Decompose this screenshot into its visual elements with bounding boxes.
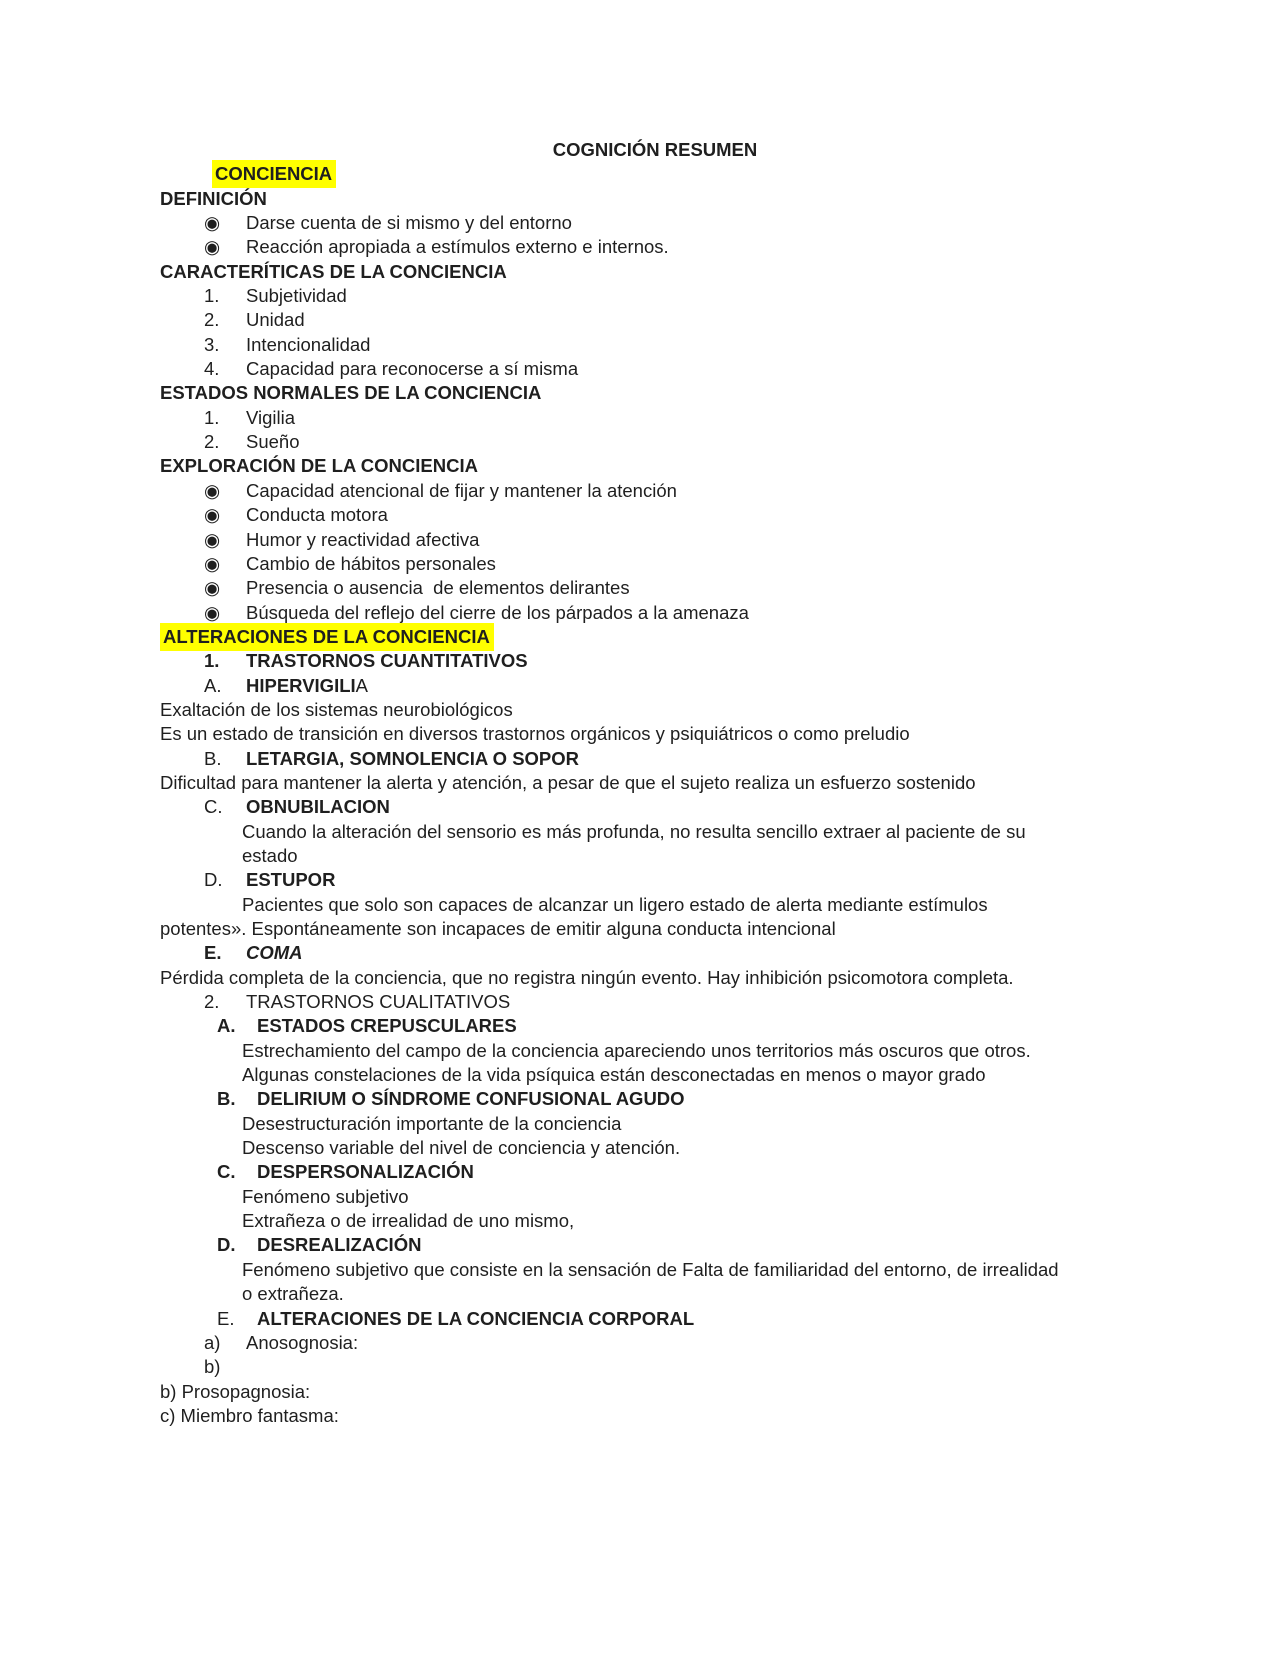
line-text	[553, 139, 758, 160]
document-line	[160, 1209, 1150, 1233]
list-marker: B.	[217, 1088, 236, 1110]
line-text	[160, 747, 1150, 771]
text-run: Anosognosia:	[246, 1331, 359, 1353]
text-run: Descenso variable del nivel de conciencia y atención.	[242, 1137, 681, 1159]
line-text	[160, 1405, 339, 1426]
line-text	[160, 261, 507, 282]
document-line	[160, 820, 1150, 844]
text-run: Pérdida completa de la conciencia, que no registra ningún evento. Hay inhibición psicomotora completa.	[160, 966, 1014, 988]
text-run: DESREALIZACIÓN	[257, 1234, 422, 1256]
text-run: Cambio de hábitos personales	[246, 552, 496, 574]
list-marker: D.	[204, 869, 223, 891]
text-run: Pacientes que solo son capaces de alcanzar un ligero estado de alerta mediante estímulos	[242, 893, 988, 915]
list-marker: 4.	[204, 358, 220, 380]
text-run: DEFINICIÓN	[160, 187, 267, 209]
document-line	[160, 1039, 1150, 1063]
text-run: Búsqueda del reflejo del cierre de los párpados a la amenaza	[246, 601, 749, 623]
text-run: DELIRIUM O SÍNDROME CONFUSIONAL AGUDO	[257, 1088, 685, 1110]
document-line	[160, 430, 1150, 454]
list-marker: C.	[217, 1161, 236, 1183]
line-text	[160, 1136, 1150, 1160]
highlighted-text-run: CONCIENCIA	[212, 160, 336, 188]
document-line	[160, 381, 1150, 405]
line-text	[160, 188, 267, 209]
document-line	[160, 1233, 1150, 1257]
document-line	[160, 503, 1150, 527]
line-text	[160, 820, 1150, 844]
line-text	[160, 844, 1150, 868]
document-line	[160, 722, 1150, 746]
document-line	[160, 576, 1150, 600]
list-marker: b)	[204, 1356, 221, 1378]
line-text	[160, 1258, 1150, 1282]
text-run: Dificultad para mantener la alerta y atención, a pesar de que el sujeto realiza un esfuerzo sostenido	[160, 771, 976, 793]
line-text	[160, 1331, 1150, 1355]
bullet-icon: ◉	[204, 601, 221, 623]
text-run: DESPERSONALIZACIÓN	[257, 1161, 474, 1183]
document-line	[160, 649, 1150, 673]
document-line	[160, 406, 1150, 430]
line-text	[160, 967, 1014, 988]
list-marker: 1.	[204, 285, 220, 307]
document-line	[160, 771, 1150, 795]
line-text	[160, 1307, 1150, 1331]
line-text	[160, 284, 1150, 308]
line-text	[160, 699, 513, 720]
line-text	[160, 576, 1150, 600]
text-run: Estrechamiento del campo de la conciencia apareciendo unos territorios más oscuros que otros.	[242, 1039, 1031, 1061]
line-text	[160, 601, 1150, 625]
line-text	[160, 1233, 1150, 1257]
text-run: COMA	[246, 942, 303, 964]
document-line	[160, 1136, 1150, 1160]
line-text	[160, 162, 1150, 186]
line-text	[160, 357, 1150, 381]
line-text	[160, 941, 1150, 965]
line-text	[160, 1087, 1150, 1111]
document-line	[160, 1355, 1150, 1379]
text-run: Subjetividad	[246, 285, 347, 307]
text-run: Fenómeno subjetivo que consiste en la sensación de Falta de familiaridad del entorno, de irrealidad	[242, 1258, 1059, 1280]
text-run: A	[355, 674, 368, 696]
line-text	[160, 990, 1150, 1014]
document-line	[160, 966, 1150, 990]
list-marker: A.	[217, 1015, 236, 1037]
line-text	[160, 649, 1150, 673]
text-run: Presencia o ausencia de elementos delirantes	[246, 577, 630, 599]
bullet-icon: ◉	[204, 212, 221, 234]
text-run: c) Miembro fantasma:	[160, 1404, 339, 1426]
document-line	[160, 1087, 1150, 1111]
document-line	[160, 1331, 1150, 1355]
text-run: b) Prosopagnosia:	[160, 1380, 311, 1402]
bullet-icon: ◉	[204, 577, 221, 599]
line-text	[160, 1185, 1150, 1209]
list-marker: 3.	[204, 333, 220, 355]
line-text	[160, 1014, 1150, 1038]
line-text	[160, 795, 1150, 819]
bullet-icon: ◉	[204, 528, 221, 550]
document-line	[160, 1380, 1150, 1404]
text-run: Unidad	[246, 309, 305, 331]
list-marker: 1.	[204, 650, 220, 672]
line-text	[160, 868, 1150, 892]
text-run: Intencionalidad	[246, 333, 371, 355]
text-run: Capacidad para reconocerse a sí misma	[246, 358, 579, 380]
line-text	[160, 430, 1150, 454]
document-line	[160, 1282, 1150, 1306]
line-text	[160, 623, 494, 651]
document-line	[160, 162, 1150, 186]
document-line	[160, 1112, 1150, 1136]
document-line	[160, 1014, 1150, 1038]
document-line	[160, 552, 1150, 576]
line-text	[160, 382, 541, 403]
text-run: estado	[242, 844, 298, 866]
list-marker: E.	[204, 942, 222, 964]
text-run: Cuando la alteración del sensorio es más profunda, no resulta sencillo extraer al paciente de su	[242, 820, 1026, 842]
text-run: HIPERVIGILI	[246, 674, 356, 696]
list-marker: C.	[204, 796, 223, 818]
line-text	[160, 1160, 1150, 1184]
document-line	[160, 1258, 1150, 1282]
list-marker: 2.	[204, 309, 220, 331]
line-text	[160, 674, 1150, 698]
text-run: Extrañeza o de irrealidad de uno mismo,	[242, 1210, 575, 1232]
document-line	[160, 747, 1150, 771]
line-text	[160, 211, 1150, 235]
line-text	[160, 723, 910, 744]
line-text	[160, 455, 478, 476]
line-text	[160, 308, 1150, 332]
text-run: Fenómeno subjetivo	[242, 1185, 409, 1207]
line-text	[160, 1381, 310, 1402]
bullet-icon: ◉	[204, 479, 221, 501]
line-text	[160, 1209, 1150, 1233]
highlighted-text-run: ALTERACIONES DE LA CONCIENCIA	[160, 623, 494, 651]
bullet-icon: ◉	[204, 552, 221, 574]
document-line	[160, 1063, 1150, 1087]
line-text	[160, 893, 1150, 917]
document-line	[160, 1307, 1150, 1331]
line-text	[160, 552, 1150, 576]
text-run: Es un estado de transición en diversos trastornos orgánicos y psiquiátricos o como preludio	[160, 723, 910, 745]
list-marker: E.	[217, 1307, 235, 1329]
document-line	[160, 138, 1150, 162]
text-run: Reacción apropiada a estímulos externo e internos.	[246, 236, 669, 258]
text-run: Exaltación de los sistemas neurobiológicos	[160, 698, 513, 720]
document-line	[160, 625, 1150, 649]
line-text	[160, 772, 976, 793]
text-run: o extrañeza.	[242, 1283, 344, 1305]
line-text	[160, 528, 1150, 552]
document-line	[160, 308, 1150, 332]
document-line	[160, 917, 1150, 941]
document-line	[160, 1160, 1150, 1184]
document-line	[160, 260, 1150, 284]
text-run: TRASTORNOS CUALITATIVOS	[246, 991, 511, 1013]
line-text	[160, 235, 1150, 259]
document-line	[160, 454, 1150, 478]
text-run: Humor y reactividad afectiva	[246, 528, 480, 550]
document-line	[160, 235, 1150, 259]
line-text	[160, 406, 1150, 430]
document-line	[160, 893, 1150, 917]
document-line	[160, 357, 1150, 381]
text-run: Desestructuración importante de la conciencia	[242, 1112, 622, 1134]
text-run: Vigilia	[246, 406, 296, 428]
text-run: Algunas constelaciones de la vida psíquica están desconectadas en menos o mayor grado	[242, 1064, 986, 1086]
text-run: OBNUBILACION	[246, 796, 390, 818]
text-run: Sueño	[246, 431, 300, 453]
document-line	[160, 990, 1150, 1014]
text-run: EXPLORACIÓN DE LA CONCIENCIA	[160, 455, 478, 477]
list-marker: D.	[217, 1234, 236, 1256]
document-line	[160, 284, 1150, 308]
document-line	[160, 941, 1150, 965]
document-line	[160, 844, 1150, 868]
document-line	[160, 795, 1150, 819]
line-text	[160, 1063, 1150, 1087]
line-text	[160, 479, 1150, 503]
text-run: ESTUPOR	[246, 869, 336, 891]
text-run: CARACTERÍTICAS DE LA CONCIENCIA	[160, 260, 507, 282]
text-run: ESTADOS CREPUSCULARES	[257, 1015, 517, 1037]
line-text	[160, 918, 836, 939]
line-text	[160, 503, 1150, 527]
text-run: ALTERACIONES DE LA CONCIENCIA CORPORAL	[257, 1307, 695, 1329]
text-run: COGNICIÓN RESUMEN	[552, 139, 758, 160]
text-run: Darse cuenta de si mismo y del entorno	[246, 212, 572, 234]
list-marker: A.	[204, 674, 222, 696]
document-line	[160, 333, 1150, 357]
line-text	[160, 1282, 1150, 1306]
text-run: ESTADOS NORMALES DE LA CONCIENCIA	[160, 382, 542, 404]
text-run: Capacidad atencional de fijar y mantener la atención	[246, 479, 677, 501]
text-run: Conducta motora	[246, 504, 388, 526]
text-run: TRASTORNOS CUANTITATIVOS	[246, 650, 528, 672]
document-line	[160, 187, 1150, 211]
line-text	[160, 1039, 1150, 1063]
document-line	[160, 868, 1150, 892]
text-run: LETARGIA, SOMNOLENCIA O SOPOR	[246, 747, 580, 769]
document-line	[160, 698, 1150, 722]
document-line	[160, 674, 1150, 698]
line-text	[160, 1112, 1150, 1136]
bullet-icon: ◉	[204, 236, 221, 258]
list-marker: 1.	[204, 406, 220, 428]
list-marker: 2.	[204, 431, 220, 453]
list-marker: a)	[204, 1331, 221, 1353]
document-line	[160, 1185, 1150, 1209]
document-line	[160, 211, 1150, 235]
document-line	[160, 1404, 1150, 1428]
list-marker: B.	[204, 747, 222, 769]
line-text	[160, 333, 1150, 357]
document-line	[160, 601, 1150, 625]
list-marker: 2.	[204, 991, 220, 1013]
bullet-icon: ◉	[204, 504, 221, 526]
document-line	[160, 479, 1150, 503]
text-run: potentes». Espontáneamente son incapaces de emitir alguna conducta intencional	[160, 918, 836, 939]
document-line	[160, 528, 1150, 552]
